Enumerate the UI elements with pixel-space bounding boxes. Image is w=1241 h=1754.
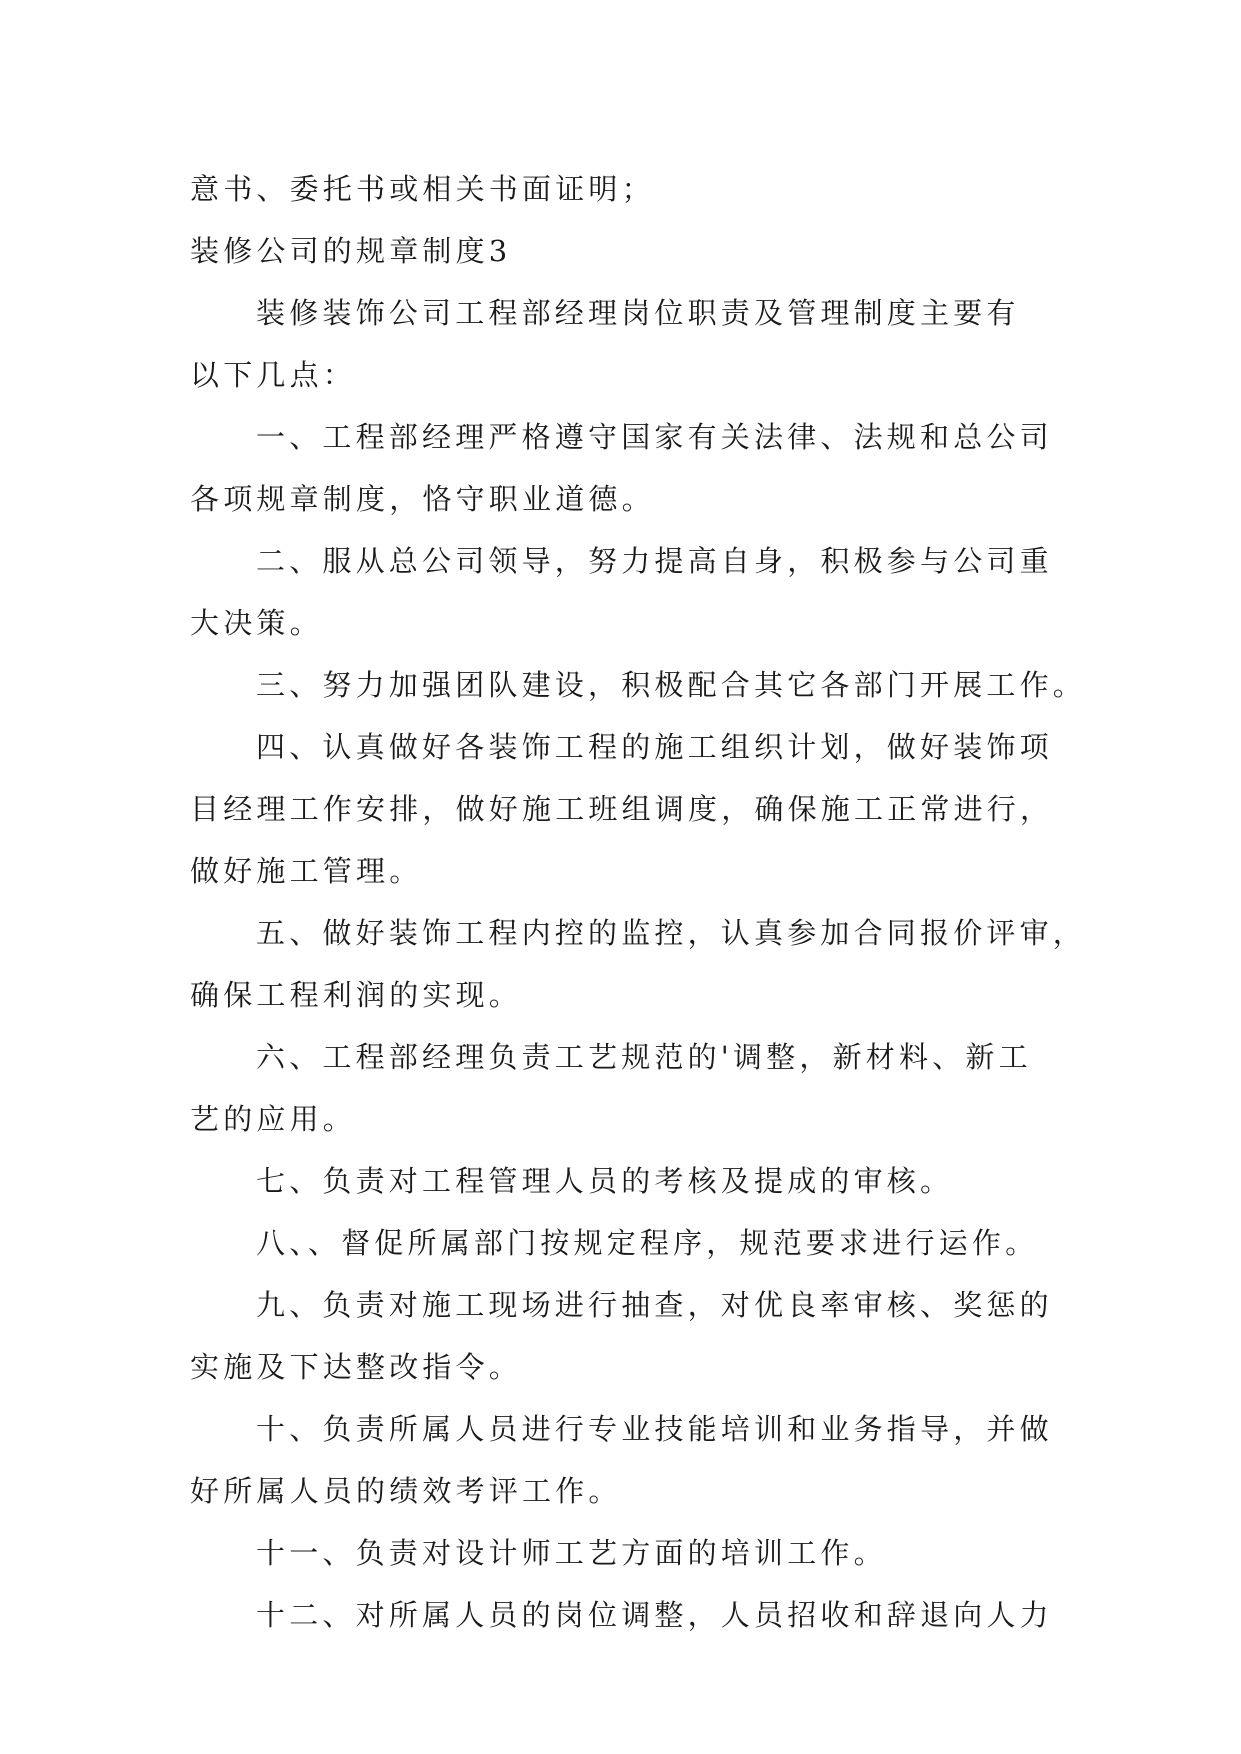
text-line: 七、负责对工程管理人员的考核及提成的审核。 xyxy=(256,1164,954,1198)
text-line: 十、负责所属人员进行专业技能培训和业务指导，并做 xyxy=(256,1412,1053,1446)
text-line: 三、努力加强团队建设，积极配合其它各部门开展工作。 xyxy=(256,668,1087,702)
text-line: 大决策。 xyxy=(190,606,323,640)
text-line: 二、服从总公司领导，努力提高自身，积极参与公司重 xyxy=(256,544,1053,578)
text-line: 八、、督促所属部门按规定程序，规范要求进行运作。 xyxy=(256,1226,1039,1260)
text-line: 确保工程利润的实现。 xyxy=(190,978,523,1012)
text-line: 五、做好装饰工程内控的监控，认真参加合同报价评审， xyxy=(256,916,1087,950)
document-body xyxy=(190,158,1087,1646)
text-line: 以下几点： xyxy=(190,358,357,392)
text-line: 目经理工作安排，做好施工班组调度，确保施工正常进行， xyxy=(190,792,1054,826)
text-line: 做好施工管理。 xyxy=(190,854,423,888)
text-line: 六、工程部经理负责工艺规范的'调整，新材料、新工 xyxy=(256,1040,1032,1074)
text-line: 一、工程部经理严格遵守国家有关法律、法规和总公司 xyxy=(256,420,1053,454)
text-line: 四、认真做好各装饰工程的施工组织计划，做好装饰项 xyxy=(256,730,1053,764)
text-line: 好所属人员的绩效考评工作。 xyxy=(190,1474,622,1508)
text-line: 十一、负责对设计师工艺方面的培训工作。 xyxy=(256,1536,887,1570)
text-line: 艺的应用。 xyxy=(190,1102,357,1136)
section-heading: 装修公司的规章制度3 xyxy=(190,234,512,268)
text-line: 装修装饰公司工程部经理岗位职责及管理制度主要有 xyxy=(256,296,1020,330)
text-line: 意书、委托书或相关书面证明； xyxy=(190,172,655,206)
text-line: 十二、对所属人员的岗位调整，人员招收和辞退向人力 xyxy=(256,1598,1053,1632)
text-line: 各项规章制度，恪守职业道德。 xyxy=(190,482,655,516)
text-line: 实施及下达整改指令。 xyxy=(190,1350,523,1384)
text-line: 九、负责对施工现场进行抽查，对优良率审核、奖惩的 xyxy=(256,1288,1053,1322)
